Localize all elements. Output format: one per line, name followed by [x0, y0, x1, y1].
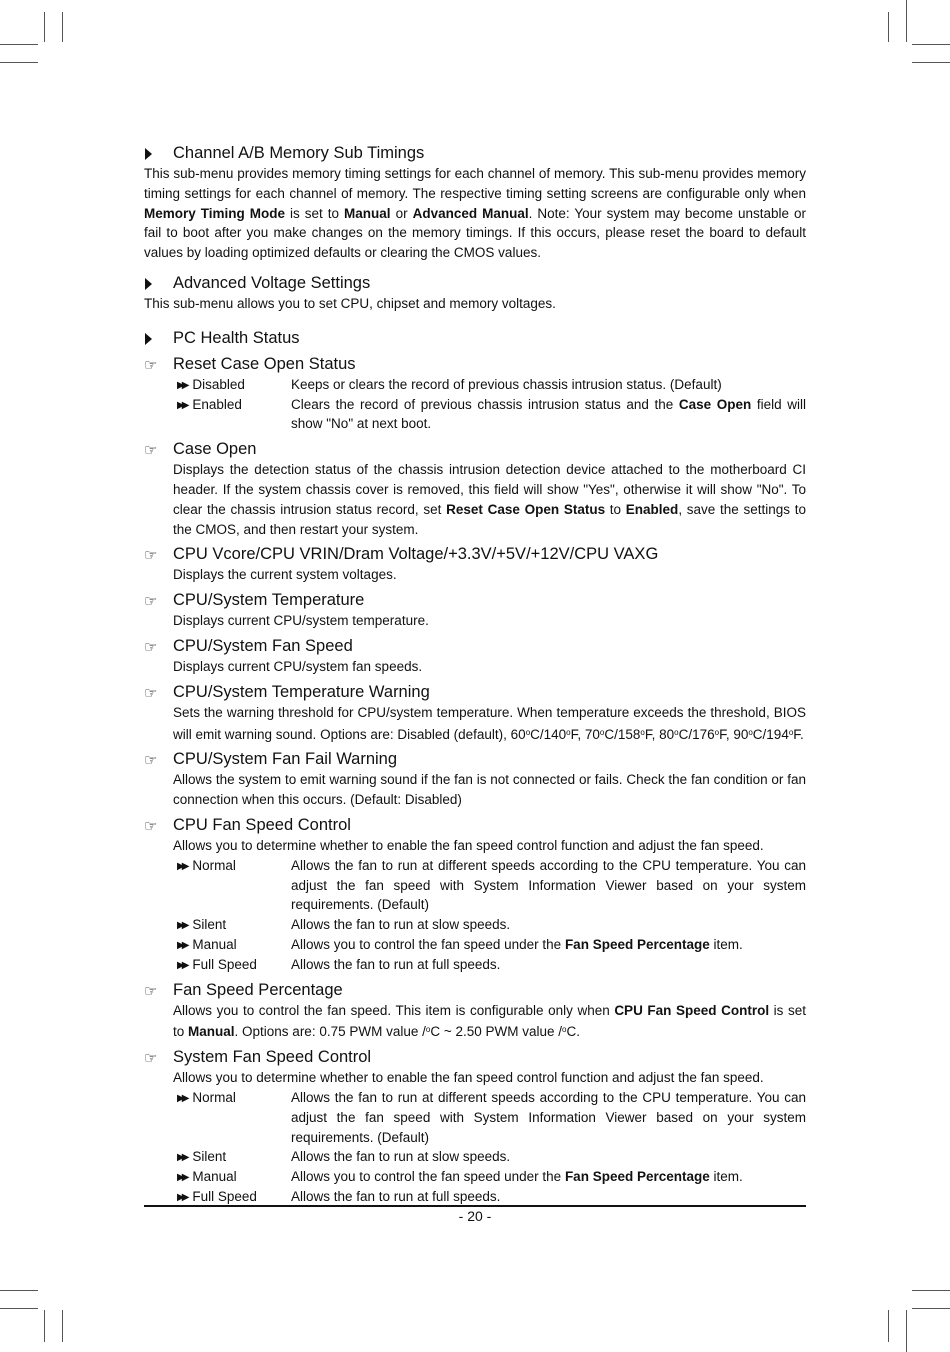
option-label: ▶▶ Disabled: [177, 376, 245, 392]
item-paragraph: Sets the warning threshold for CPU/system temperature. When temperature exceeds the threshold, BIOS will emit warning sound. Options are: Disabled (default), 60$^o$C/140$^o$F, 70$^o$C/158$^o$F, 80$^o$C/176$^o$F, 90$^o$C/194$^o$F.: [173, 704, 806, 742]
item-heading: ☞ CPU/System Temperature Warning: [144, 681, 806, 703]
item-heading: ☞ CPU/System Fan Speed: [144, 635, 806, 657]
item-heading: ☞ CPU/System Fan Fail Warning: [144, 748, 806, 770]
section-heading: PC Health Status: [144, 327, 806, 349]
pointing-hand-icon: ☞: [144, 547, 158, 565]
option-description: Allows the fan to run at full speeds.: [291, 1188, 501, 1204]
crop-mark: [44, 12, 45, 42]
item-heading: ☞ System Fan Speed Control: [144, 1046, 806, 1068]
double-arrow-icon: ▶▶: [177, 379, 187, 391]
item-heading: ☞ Reset Case Open Status: [144, 353, 806, 375]
section-heading: Channel A/B Memory Sub Timings: [144, 142, 806, 164]
crop-mark: [44, 1310, 45, 1342]
section-heading: Advanced Voltage Settings: [144, 272, 806, 294]
double-arrow-icon: ▶▶: [177, 1191, 187, 1203]
crop-mark: [912, 44, 950, 45]
manual-content: [144, 142, 806, 1207]
option-description: Allows the fan to run at slow speeds.: [291, 1149, 511, 1165]
option-description: Clears the record of previous chassis intrusion status and the Case Open field will show "No" at next boot.: [291, 396, 807, 432]
option-row: [173, 395, 806, 435]
option-label: ▶▶ Manual: [177, 936, 237, 952]
option-description: Allows the fan to run at full speeds.: [291, 956, 501, 972]
double-arrow-icon: ▶▶: [177, 1152, 187, 1164]
crop-mark: [0, 1308, 38, 1309]
option-row: [173, 375, 806, 395]
crop-mark: [0, 1290, 38, 1291]
pointing-hand-icon: ☞: [144, 638, 158, 656]
triangle-bullet-icon: [145, 333, 152, 345]
item-paragraph: Displays the current system voltages.: [173, 567, 397, 583]
pointing-hand-icon: ☞: [144, 982, 158, 1000]
double-arrow-icon: ▶▶: [177, 959, 187, 971]
option-label: ▶▶ Silent: [177, 917, 227, 933]
option-row: [173, 1187, 806, 1207]
triangle-bullet-icon: [145, 278, 152, 290]
option-row: [173, 915, 806, 935]
double-arrow-icon: ▶▶: [177, 920, 187, 932]
crop-mark: [912, 62, 950, 63]
double-arrow-icon: ▶▶: [177, 860, 187, 872]
option-description: Allows you to control the fan speed under the Fan Speed Percentage item.: [291, 1169, 743, 1185]
option-label: ▶▶ Normal: [177, 1089, 236, 1105]
item-paragraph: Allows you to determine whether to enable the fan speed control function and adjust the fan speed.: [173, 1070, 764, 1086]
crop-mark: [0, 62, 38, 63]
option-label: ▶▶ Normal: [177, 857, 236, 873]
crop-mark: [912, 1308, 950, 1309]
pointing-hand-icon: ☞: [144, 442, 158, 460]
option-label: ▶▶ Full Speed: [177, 956, 257, 972]
option-row: [173, 955, 806, 975]
pointing-hand-icon: ☞: [144, 1050, 158, 1068]
pointing-hand-icon: ☞: [144, 593, 158, 611]
option-row: [173, 856, 806, 915]
item-paragraph: Allows you to determine whether to enable the fan speed control function and adjust the fan speed.: [173, 837, 764, 853]
double-arrow-icon: ▶▶: [177, 1092, 187, 1104]
crop-mark: [888, 1310, 889, 1342]
section-paragraph: This sub-menu allows you to set CPU, chipset and memory voltages.: [144, 295, 556, 311]
pointing-hand-icon: ☞: [144, 817, 158, 835]
pointing-hand-icon: ☞: [144, 684, 158, 702]
item-paragraph: Allows the system to emit warning sound if the fan is not connected or fails. Check the fan condition or fan connection when this occurs. (Default: Disabled): [173, 772, 806, 808]
crop-mark: [888, 12, 889, 42]
item-paragraph: Displays current CPU/system fan speeds.: [173, 658, 423, 674]
double-arrow-icon: ▶▶: [177, 1172, 187, 1184]
item-heading: ☞ Fan Speed Percentage: [144, 979, 806, 1001]
crop-mark: [0, 44, 38, 45]
crop-mark: [906, 0, 907, 42]
double-arrow-icon: ▶▶: [177, 399, 187, 411]
double-arrow-icon: ▶▶: [177, 939, 187, 951]
option-description: Keeps or clears the record of previous chassis intrusion status. (Default): [291, 376, 722, 392]
item-heading: ☞ CPU/System Temperature: [144, 589, 806, 611]
item-heading: ☞ CPU Fan Speed Control: [144, 814, 806, 836]
crop-mark: [906, 1310, 907, 1352]
option-row: [173, 1167, 806, 1187]
page-number: - 20 -: [458, 1208, 492, 1224]
option-row: [173, 1147, 806, 1167]
pointing-hand-icon: ☞: [144, 356, 158, 374]
option-description: Allows the fan to run at slow speeds.: [291, 917, 511, 933]
crop-mark: [62, 1310, 63, 1342]
option-description: Allows the fan to run at different speeds according to the CPU temperature. You can adjust the fan speed with System Information Viewer based on your system requirements. (Default): [291, 1089, 806, 1145]
option-row: [173, 935, 806, 955]
option-description: Allows you to control the fan speed under the Fan Speed Percentage item.: [291, 936, 743, 952]
option-description: Allows the fan to run at different speeds according to the CPU temperature. You can adjust the fan speed with System Information Viewer based on your system requirements. (Default): [291, 857, 806, 913]
crop-mark: [62, 12, 63, 42]
crop-mark: [912, 1290, 950, 1291]
option-row: [173, 1088, 806, 1147]
option-label: ▶▶ Enabled: [177, 396, 242, 412]
item-paragraph: Displays current CPU/system temperature.: [173, 613, 429, 629]
option-label: ▶▶ Silent: [177, 1149, 227, 1165]
section-paragraph: This sub-menu provides memory timing settings for each channel of memory. This sub-menu provides memory timing settings for each channel of memory. The respective timing setting screens are configurable only when Memory Timing Mode is set to Manual or Advanced Manual. Note: Your system may become unstable or fail to boot after you make changes on the memory timings. If this occurs, please reset the board to default values by loading optimized defaults or clearing the CMOS values.: [144, 166, 806, 261]
item-heading: ☞ Case Open: [144, 438, 806, 460]
option-label: ▶▶ Full Speed: [177, 1188, 257, 1204]
item-heading: ☞ CPU Vcore/CPU VRIN/Dram Voltage/+3.3V/+5V/+12V/CPU VAXG: [144, 543, 806, 565]
footer-divider: [144, 1205, 806, 1207]
option-label: ▶▶ Manual: [177, 1169, 237, 1185]
triangle-bullet-icon: [145, 148, 152, 160]
pointing-hand-icon: ☞: [144, 752, 158, 770]
item-paragraph: Allows you to control the fan speed. This item is configurable only when CPU Fan Speed Control is set to Manual. Options are: 0.75 PWM value /$^o$C ~ 2.50 PWM value /$^o$C.: [173, 1002, 807, 1040]
item-paragraph: Displays the detection status of the chassis intrusion detection device attached to the motherboard CI header. If the system chassis cover is removed, this field will show "Yes", otherwise it will show "No". To clear the chassis intrusion status record, set Reset Case Open Status to Enabled, save the settings to the CMOS, and then restart your system.: [173, 462, 806, 537]
